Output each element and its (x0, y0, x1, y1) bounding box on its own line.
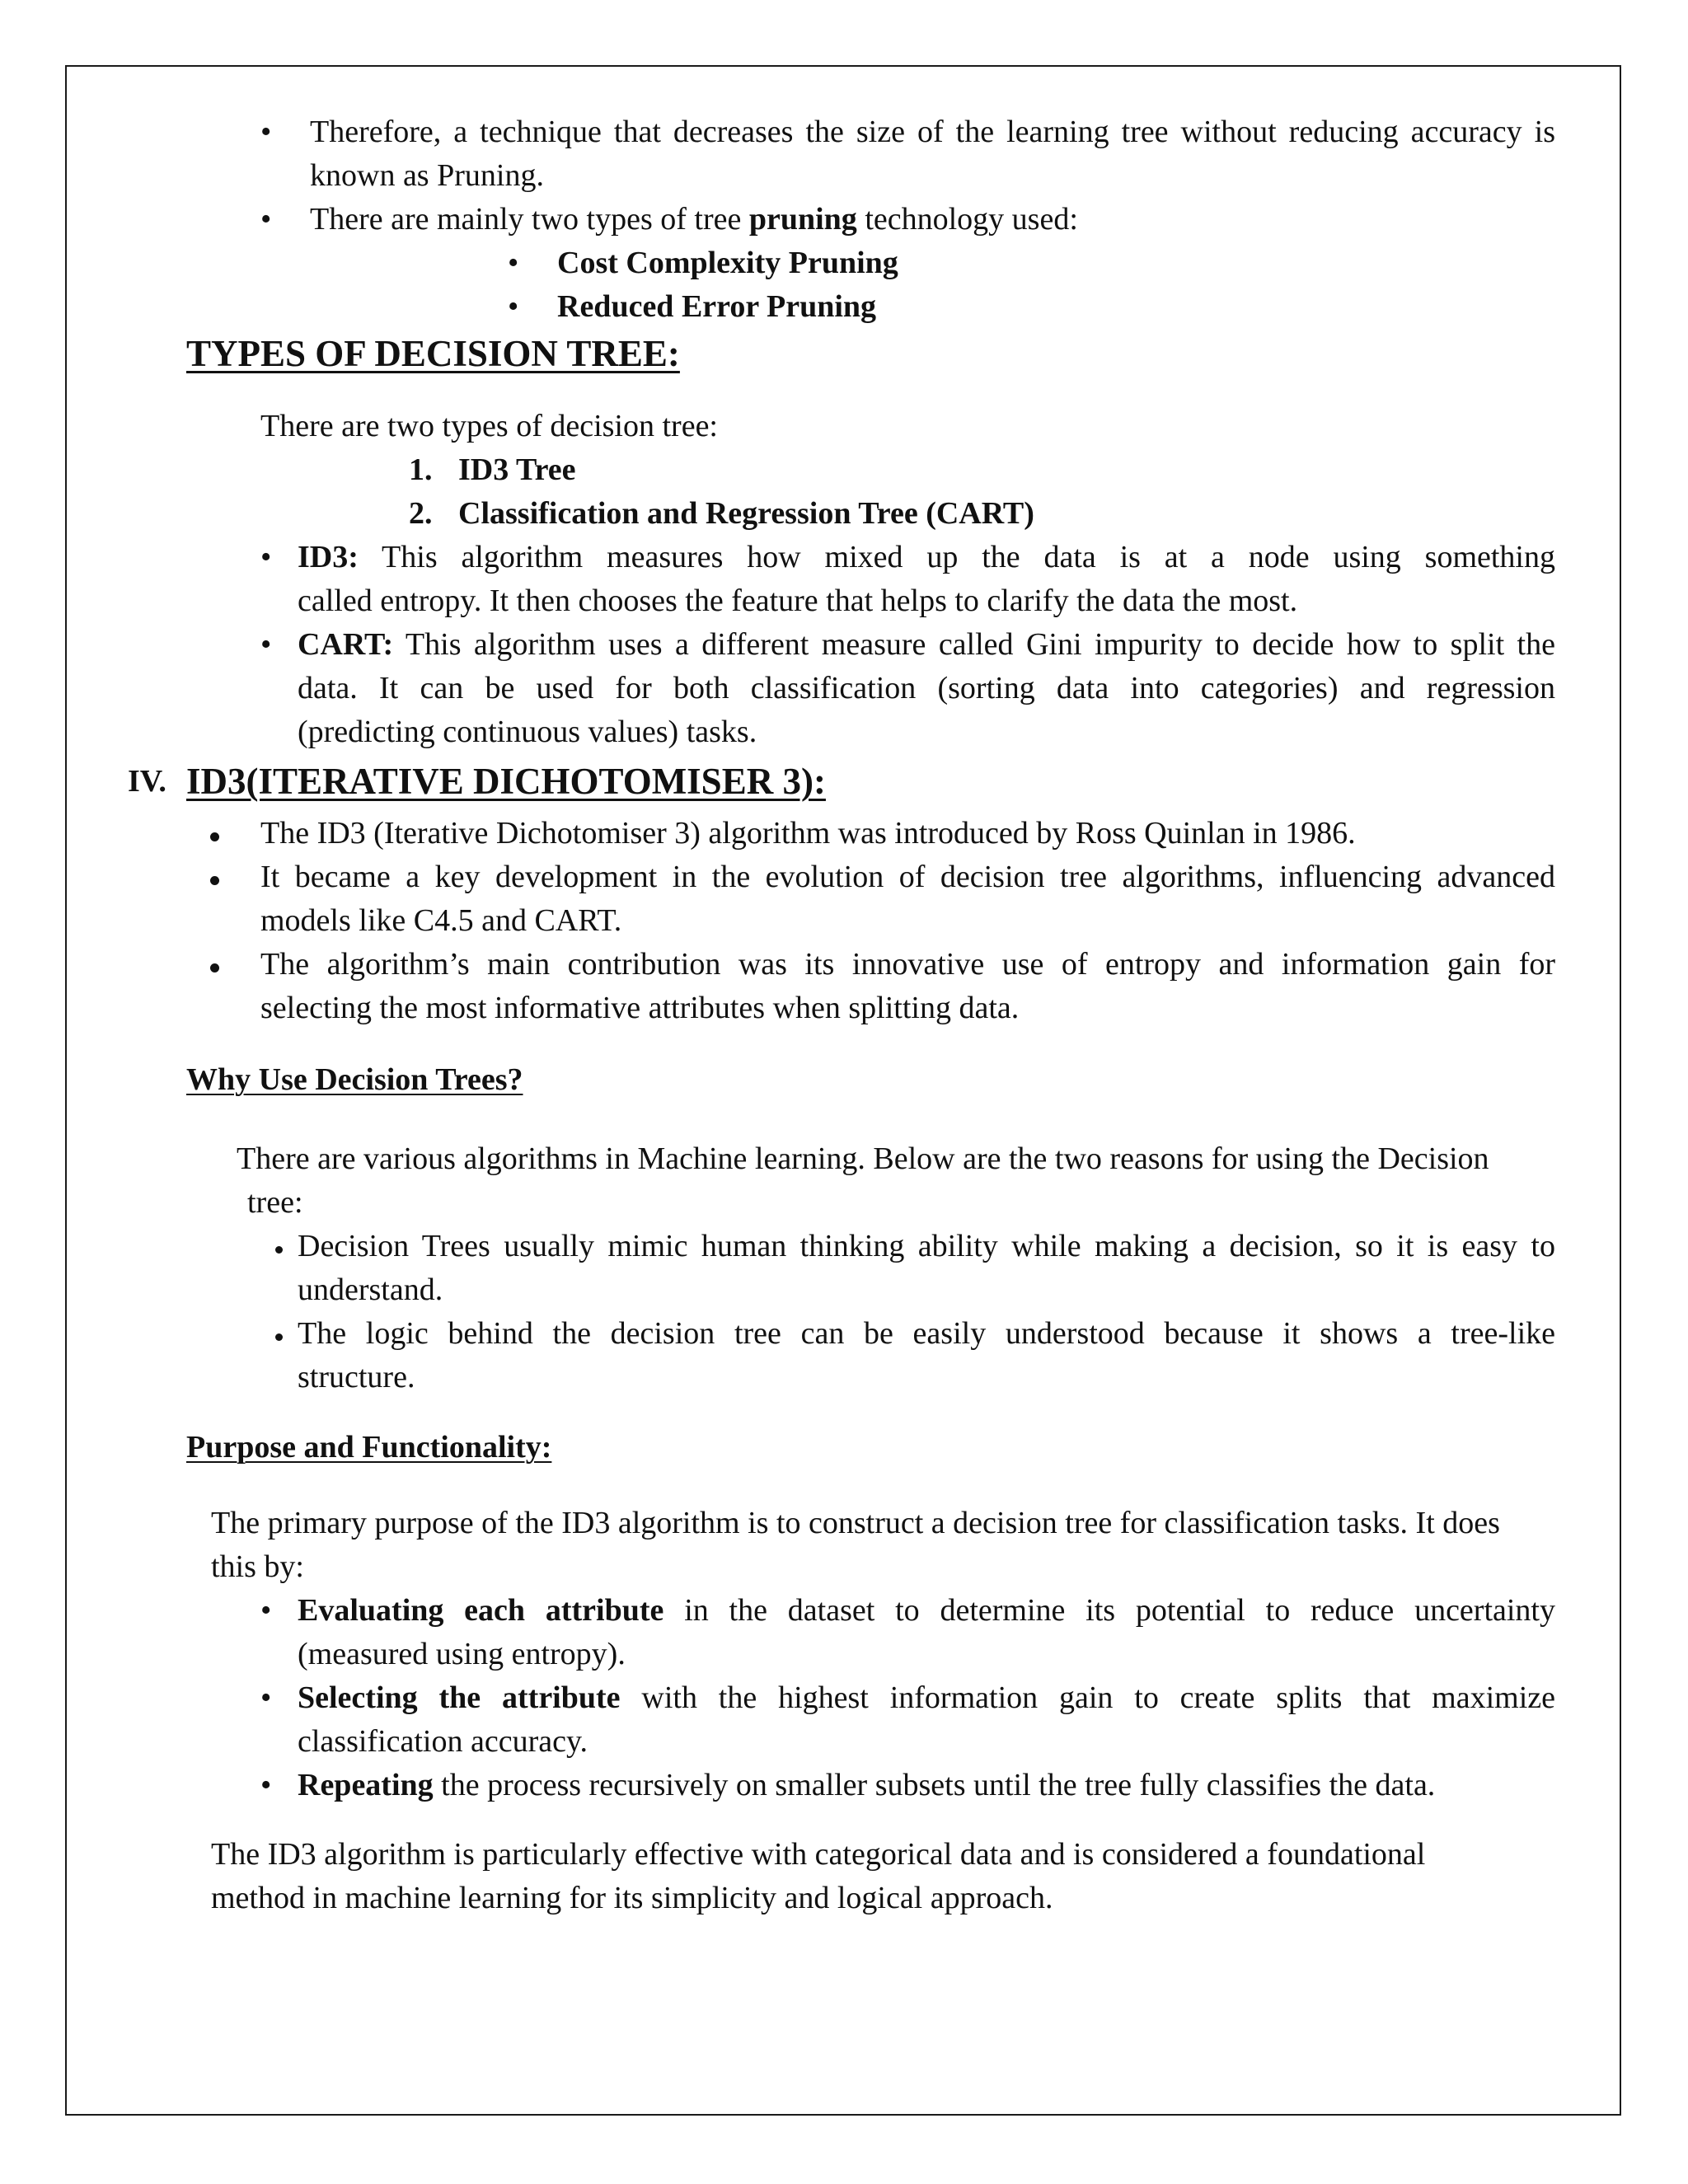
bullet-marker: • (260, 627, 272, 662)
bullet-dot (210, 832, 219, 841)
pruning-bullet-2: There are mainly two types of tree pruning technology used: (310, 202, 1078, 237)
bullet-dot (210, 876, 219, 885)
why-point-2-line-2: structure. (298, 1360, 415, 1394)
bullet-marker: • (508, 246, 519, 280)
types-list-item-2: Classification and Regression Tree (CART) (458, 496, 1034, 531)
why-intro-line-1: There are various algorithms in Machine learning. Below are the two reasons for using the Decision (237, 1141, 1489, 1176)
why-intro-line-2: tree: (247, 1185, 303, 1220)
types-list-num-2: 2. (409, 496, 433, 531)
purpose-point-2-line-2: classification accuracy. (298, 1724, 588, 1759)
types-list-num-1: 1. (409, 452, 433, 487)
id3-heading: ID3(ITERATIVE DICHOTOMISER 3): (186, 761, 826, 802)
why-point-1-line-1: Decision Trees usually mimic human thinking ability while making a decision, so it is easy to (298, 1229, 1555, 1263)
cart-description-line-2: data. It can be used for both classification (sorting data into categories) and regression (298, 671, 1555, 705)
id3-point-1: The ID3 (Iterative Dichotomiser 3) algorithm was introduced by Ross Quinlan in 1986. (260, 816, 1356, 851)
section-numeral: IV. (128, 764, 166, 799)
why-point-2-line-1: The logic behind the decision tree can be easily understood because it shows a tree-like (298, 1316, 1555, 1351)
pruning-bullet-1-cont: known as Pruning. (310, 158, 544, 193)
id3-description-line-1: ID3: This algorithm measures how mixed up the data is at a node using something (298, 540, 1555, 574)
purpose-point-3: Repeating the process recursively on smaller subsets until the tree fully classifies the data. (298, 1768, 1436, 1802)
id3-point-3-line-2: selecting the most informative attributes when splitting data. (260, 991, 1020, 1025)
bullet-marker: • (260, 540, 272, 574)
pruning-type-1: Cost Complexity Pruning (557, 246, 898, 280)
purpose-intro-line-1: The primary purpose of the ID3 algorithm is to construct a decision tree for classification tasks. It does (211, 1506, 1500, 1540)
why-heading: Why Use Decision Trees? (186, 1062, 523, 1097)
types-intro: There are two types of decision tree: (260, 409, 718, 443)
bullet-marker: • (260, 1768, 272, 1802)
pruning-bullet-1: Therefore, a technique that decreases the size of the learning tree without reducing accuracy is (310, 115, 1555, 149)
purpose-heading: Purpose and Functionality: (186, 1430, 552, 1465)
id3-description-line-2: called entropy. It then chooses the feature that helps to clarify the data the most. (298, 583, 1298, 618)
id3-point-2-line-1: It became a key development in the evolution of decision tree algorithms, influencing advanced (260, 860, 1555, 894)
id3-point-3-line-1: The algorithm’s main contribution was its innovative use of entropy and information gain for (260, 947, 1555, 982)
bullet-dot (210, 963, 219, 972)
bullet-marker: • (260, 115, 272, 149)
cart-description-line-3: (predicting continuous values) tasks. (298, 715, 757, 749)
bullet-marker: • (260, 202, 272, 237)
types-heading: TYPES OF DECISION TREE: (186, 333, 680, 374)
bullet-marker: • (260, 1593, 272, 1628)
types-list-item-1: ID3 Tree (458, 452, 576, 487)
purpose-point-1-line-2: (measured using entropy). (298, 1637, 626, 1671)
cart-description-line-1: CART: This algorithm uses a different measure called Gini impurity to decide how to split the (298, 627, 1555, 662)
id3-point-2-line-2: models like C4.5 and CART. (260, 903, 622, 938)
why-point-1-line-2: understand. (298, 1272, 443, 1307)
purpose-intro-line-2: this by: (211, 1549, 304, 1584)
purpose-point-2-line-1: Selecting the attribute with the highest information gain to create splits that maximize (298, 1680, 1555, 1715)
closing-line-2: method in machine learning for its simplicity and logical approach. (211, 1881, 1053, 1915)
bullet-marker: • (260, 1680, 272, 1715)
bullet-marker: • (508, 289, 519, 324)
pruning-type-2: Reduced Error Pruning (557, 289, 877, 324)
bullet-dot (275, 1246, 283, 1254)
bullet-dot (275, 1333, 283, 1341)
closing-line-1: The ID3 algorithm is particularly effective with categorical data and is considered a foundational (211, 1837, 1426, 1872)
purpose-point-1-line-1: Evaluating each attribute in the dataset to determine its potential to reduce uncertainty (298, 1593, 1555, 1628)
